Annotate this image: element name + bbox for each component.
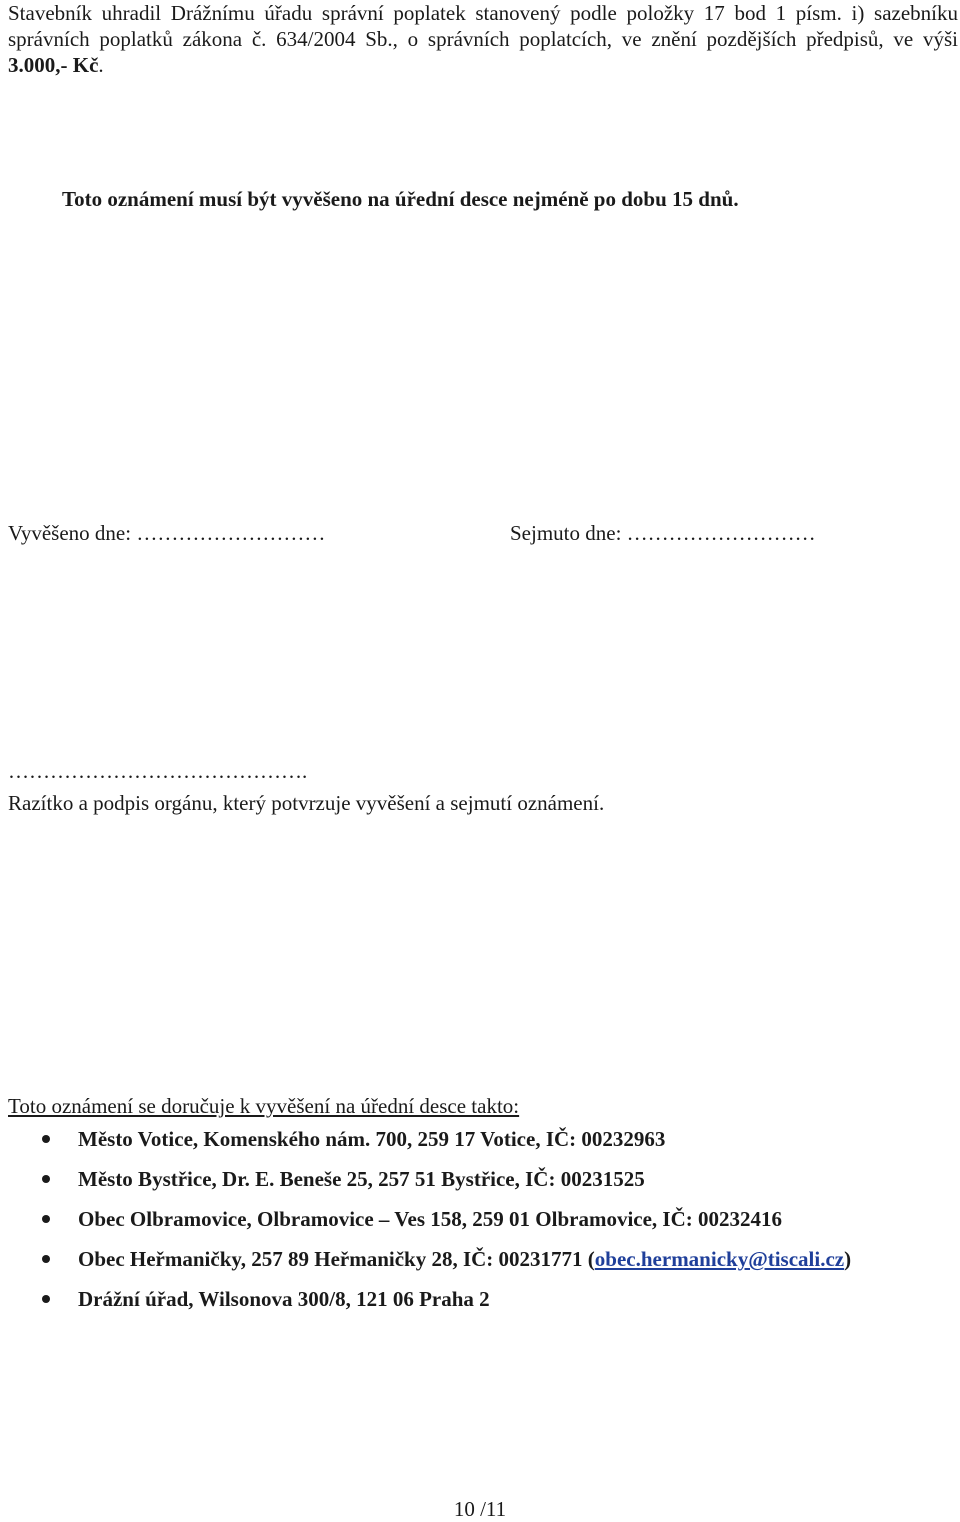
page-number: 10 /11 <box>453 1497 507 1521</box>
posted-date-label: Vyvěšeno dne: <box>8 521 132 545</box>
posting-duration-notice: Toto oznámení musí být vyvěšeno na úřední desce nejméně po dobu 15 dnů. <box>62 187 739 211</box>
recipient-text-after-email: ) <box>844 1247 852 1271</box>
bullet-icon <box>42 1215 50 1223</box>
recipient-item <box>0 1286 940 1326</box>
fee-paragraph <box>8 0 958 78</box>
removed-date-field <box>510 520 816 546</box>
recipient-item <box>0 1166 940 1206</box>
fee-amount: 3.000,- Kč <box>8 53 99 77</box>
recipient-text-before-email: Obec Heřmaničky, 257 89 Heřmaničky 28, IČ: 00231771 ( <box>78 1247 595 1271</box>
recipient-item <box>0 1206 940 1246</box>
recipient-text: Město Bystřice, Dr. E. Beneše 25, 257 51 Bystřice, IČ: 00231525 <box>78 1167 645 1191</box>
recipient-item <box>0 1126 940 1166</box>
posted-date-blank: ……………………… <box>136 521 326 545</box>
removed-date-label: Sejmuto dne: <box>510 521 622 545</box>
recipient-text: Město Votice, Komenského nám. 700, 259 17 Votice, IČ: 00232963 <box>78 1127 666 1151</box>
bullet-icon <box>42 1255 50 1263</box>
bullet-icon <box>42 1295 50 1303</box>
posted-date-field <box>8 520 325 546</box>
recipient-list <box>0 1126 940 1326</box>
email-link[interactable]: obec.hermanicky@tiscali.cz <box>594 1247 845 1271</box>
bullet-icon <box>42 1135 50 1143</box>
removed-date-blank: ……………………… <box>626 521 816 545</box>
recipient-text: Drážní úřad, Wilsonova 300/8, 121 06 Praha 2 <box>78 1287 490 1311</box>
posting-dates-row <box>8 520 908 550</box>
signature-caption: Razítko a podpis orgánu, který potvrzuje vyvěšení a sejmutí oznámení. <box>8 791 605 815</box>
recipient-text <box>78 1246 851 1272</box>
bullet-icon <box>42 1175 50 1183</box>
fee-text-end: . <box>98 53 104 77</box>
recipient-item <box>0 1246 940 1286</box>
delivery-heading: Toto oznámení se doručuje k vyvěšení na úřední desce takto: <box>8 1094 520 1118</box>
signature-block <box>8 758 604 816</box>
signature-blank: ……………………………………. <box>8 759 308 783</box>
recipient-text: Obec Olbramovice, Olbramovice – Ves 158, 259 01 Olbramovice, IČ: 00232416 <box>78 1207 783 1231</box>
fee-text: Stavebník uhradil Drážnímu úřadu správní poplatek stanovený podle položky 17 bod 1 písm. i) sazebníku správních poplatků zákona č. 634/2004 Sb., o správních poplatcích, ve znění pozdějších předpisů, ve výši <box>8 1 958 51</box>
